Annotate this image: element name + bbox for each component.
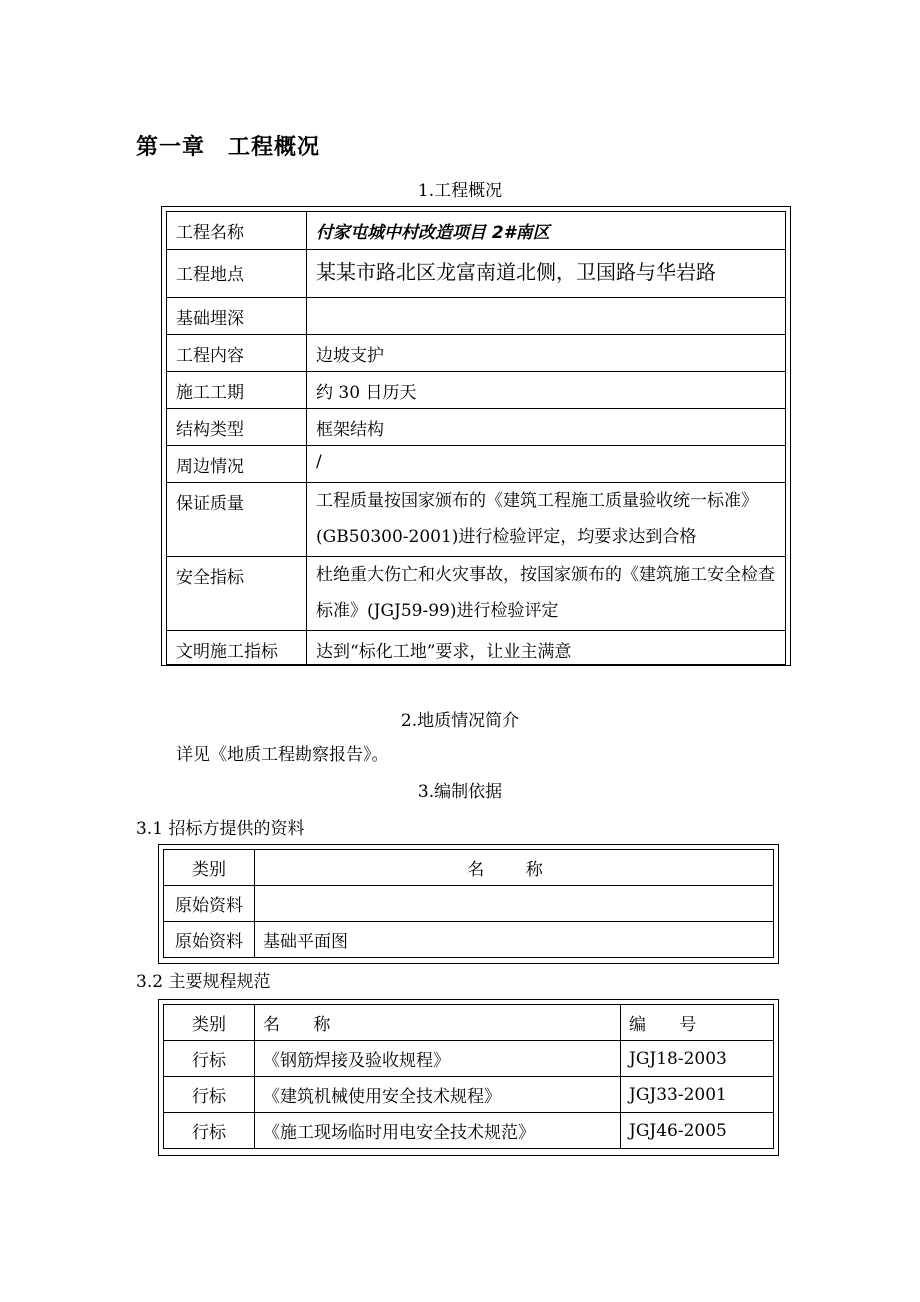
section-2-heading: 2.地质情况简介 <box>400 711 520 731</box>
row-value <box>307 298 786 335</box>
section-3-1-heading: 3.1 招标方提供的资料 <box>136 819 305 839</box>
table-row <box>167 298 786 335</box>
cell-type: 原始资料 <box>164 922 255 958</box>
section-1-heading: 1.工程概况 <box>417 181 503 201</box>
table-row <box>167 250 786 298</box>
cell-code: JGJ18-2003 <box>621 1041 774 1077</box>
row-value: 达到“标化工地”要求，让业主满意 <box>307 631 786 665</box>
table-row <box>167 483 786 557</box>
table-header-row <box>164 1005 774 1041</box>
row-label: 安全指标 <box>167 557 307 631</box>
row-value: 约 30 日历天 <box>307 372 786 409</box>
table-row <box>167 557 786 631</box>
cell-code: JGJ33-2001 <box>621 1077 774 1113</box>
cell-type: 行标 <box>164 1113 255 1149</box>
section-2-text: 详见《地质工程勘察报告》。 <box>176 745 389 765</box>
table-row <box>167 335 786 372</box>
table-row <box>164 1077 774 1113</box>
row-label: 工程内容 <box>167 335 307 372</box>
row-label: 保证质量 <box>167 483 307 557</box>
row-value <box>307 212 786 250</box>
row-label: 基础埋深 <box>167 298 307 335</box>
bidder-materials-table <box>158 844 779 964</box>
row-label: 周边情况 <box>167 446 307 483</box>
row-label: 工程名称 <box>167 212 307 250</box>
row-value: 杜绝重大伤亡和火灾事故，按国家颁布的《建筑施工安全检查标准》(JGJ59-99)进行检验评定 <box>307 557 786 631</box>
cell-name: 《建筑机械使用安全技术规程》 <box>255 1077 621 1113</box>
header-type: 类别 <box>164 850 255 886</box>
cell-name: 《钢筋焊接及验收规程》 <box>255 1041 621 1077</box>
table-header-row <box>164 850 774 886</box>
project-location: 某某市路北区龙富南道北侧，卫国路与华岩路 <box>316 260 716 284</box>
row-value: / <box>307 446 786 483</box>
row-label: 文明施工指标 <box>167 631 307 665</box>
table-row <box>164 1041 774 1077</box>
table-row <box>167 631 786 665</box>
table-row <box>167 409 786 446</box>
cell-name: 基础平面图 <box>255 922 774 958</box>
cell-type: 行标 <box>164 1041 255 1077</box>
chapter-title: 第一章 工程概况 <box>136 135 321 160</box>
row-value: 边坡支护 <box>307 335 786 372</box>
row-value <box>307 250 786 298</box>
row-label: 工程地点 <box>167 250 307 298</box>
header-type: 类别 <box>164 1005 255 1041</box>
row-label: 结构类型 <box>167 409 307 446</box>
codes-standards-table <box>158 999 779 1156</box>
row-value: 框架结构 <box>307 409 786 446</box>
cell-type: 行标 <box>164 1077 255 1113</box>
section-3-2-heading: 3.2 主要规程规范 <box>136 972 271 992</box>
project-name: 付家屯城中村改造项目 2#南区 <box>316 223 550 243</box>
header-name: 名 称 <box>255 1005 621 1041</box>
cell-name: 《施工现场临时用电安全技术规范》 <box>255 1113 621 1149</box>
header-code: 编 号 <box>621 1005 774 1041</box>
table-row <box>167 372 786 409</box>
section-3-heading: 3.编制依据 <box>417 782 503 802</box>
header-name: 名 称 <box>255 850 774 886</box>
row-label: 施工工期 <box>167 372 307 409</box>
table-row <box>164 1113 774 1149</box>
table-row <box>164 922 774 958</box>
table-row <box>167 212 786 250</box>
cell-name <box>255 886 774 922</box>
project-overview-table <box>161 206 791 666</box>
table-row <box>164 886 774 922</box>
table-row <box>167 446 786 483</box>
cell-code: JGJ46-2005 <box>621 1113 774 1149</box>
row-value: 工程质量按国家颁布的《建筑工程施工质量验收统一标准》(GB50300-2001)进行检验评定，均要求达到合格 <box>307 483 786 557</box>
cell-type: 原始资料 <box>164 886 255 922</box>
